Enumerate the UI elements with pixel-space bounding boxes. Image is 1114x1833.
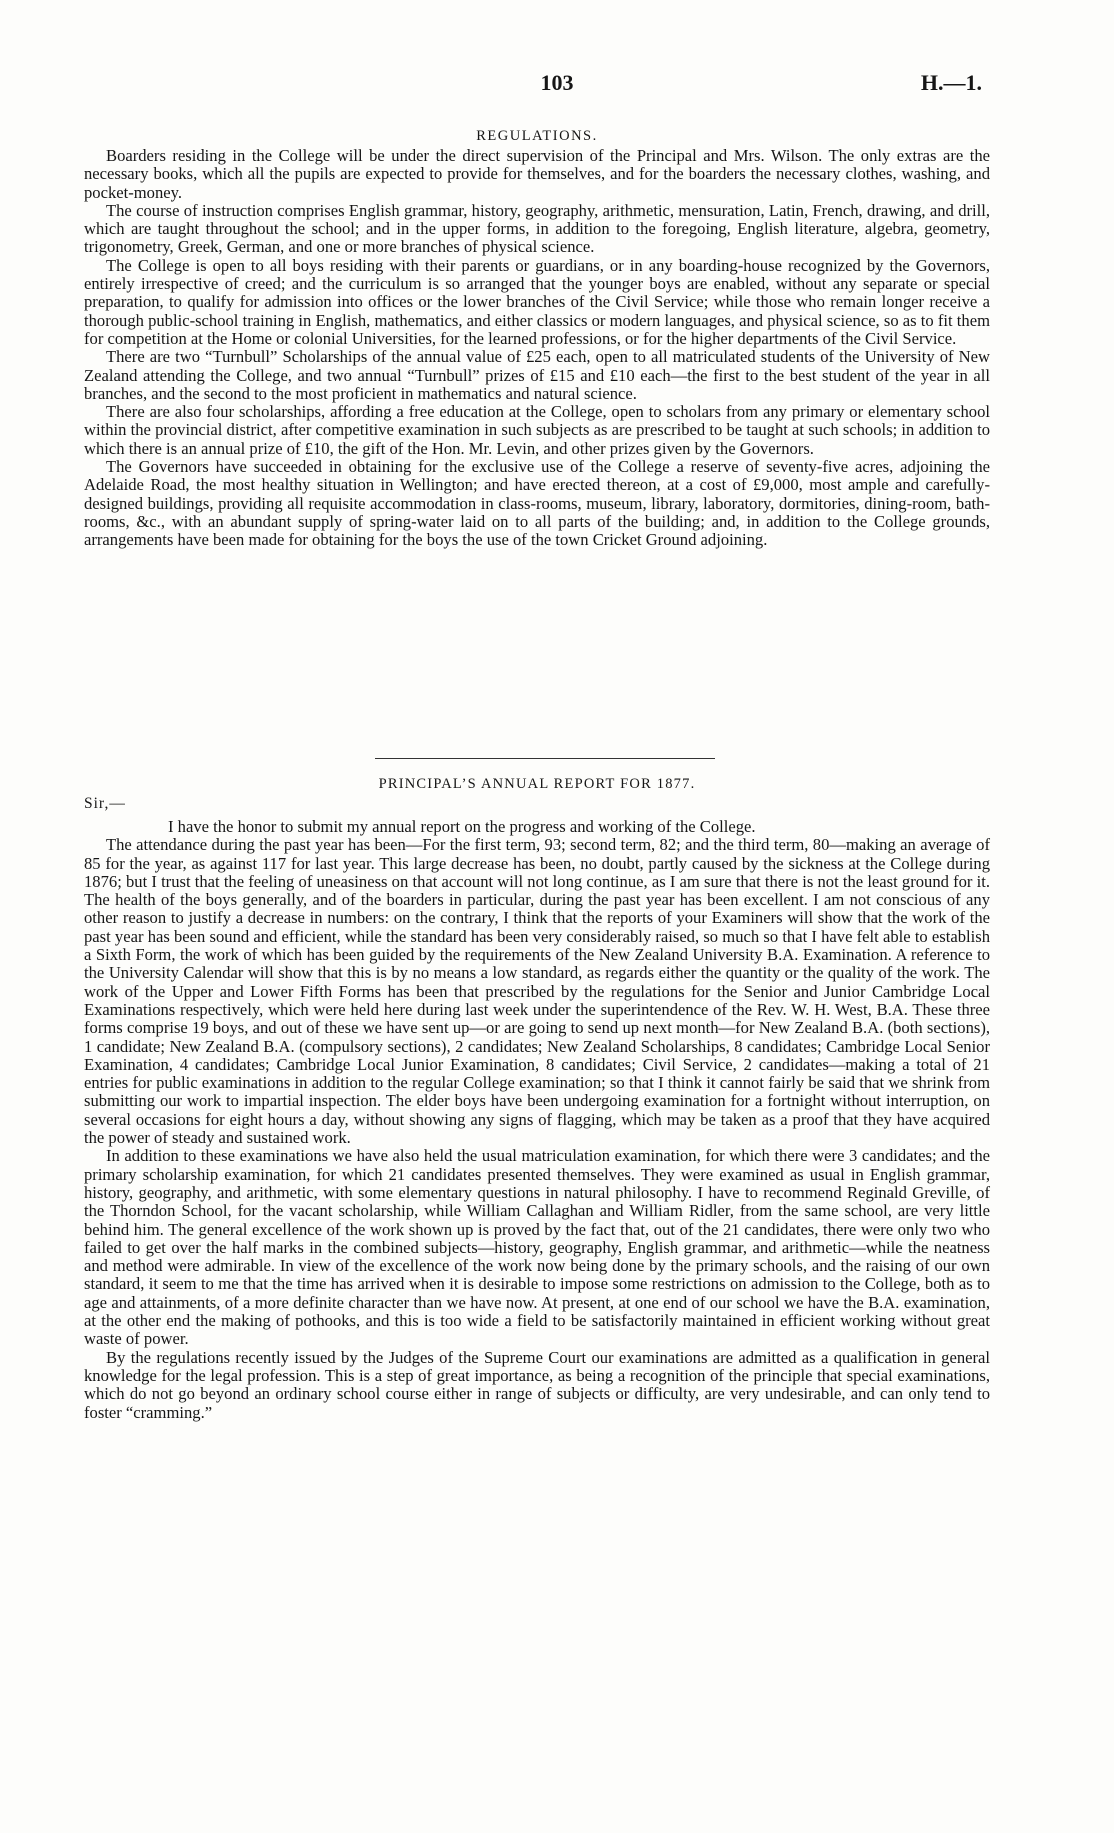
report-paragraph: In addition to these examinations we have also held the usual matriculation examination, for which there were 3 candidates; and the primary scholarship examination, for which 21 candidates presented themselves. They were examined as usual in English grammar, history, geography, and arithmetic, with some elementary questions in natural philosophy. I have to recommend Reginald Greville, of the Thorndon School, for the vacant scholarship, while William Callaghan and William Ridler, from the same school, are very little behind him. The general excellence of the work shown up is proved by the fact that, out of the 21 candidates, there were only two who failed to get over the half marks in the combined subjects—history, geography, English grammar, and arithmetic—while the neatness and method were admirable. In view of the excellence of the work now being done by the primary schools, and the raising of our own standard, it seem to me that the time has arrived when it is desirable to impose some restrictions on admission to the College, both as to age and attainments, of a more definite character than we have now. At present, at one end of our school we have the B.A. examination, at the other end the making of pothooks, and this is too wide a field to be satisfactorily maintained in efficient working without great waste of power. bbox=[84, 1146, 990, 1349]
salutation: Sir,— bbox=[84, 795, 126, 812]
page-header bbox=[0, 70, 1114, 100]
report-section bbox=[84, 818, 990, 1422]
regulations-section bbox=[84, 128, 990, 550]
regulations-paragraph: There are also four scholarships, affording a free education at the College, open to scholars from any primary or elementary school within the provincial district, after competitive examination in such subjects as are prescribed to be taught at such schools; in addition to which there is an annual prize of £10, the gift of the Hon. Mr. Levin, and other prizes given by the Governors. bbox=[84, 402, 990, 458]
regulations-paragraph: The course of instruction comprises English grammar, history, geography, arithmetic, mensuration, Latin, French, drawing, and drill, which are taught throughout the school; and in the upper forms, in addition to the foregoing, English literature, algebra, geometry, trigonometry, Greek, German, and one or more branches of physical science. bbox=[84, 200, 990, 257]
regulations-paragraph: Boarders residing in the College will be under the direct supervision of the Principal and Mrs. Wilson. The only extras are the necessary books, which all the pupils are expected to provide for themselves, and for the boarders the necessary clothes, washing, and pocket-money. bbox=[84, 146, 990, 202]
section-divider bbox=[375, 758, 715, 759]
document-reference: H.—1. bbox=[920, 70, 982, 95]
report-paragraph: I have the honor to submit my annual report on the progress and working of the College. bbox=[168, 817, 756, 836]
regulations-paragraph: The Governors have succeeded in obtaining for the exclusive use of the College a reserve of seventy-five acres, adjoining the Adelaide Road, the most healthy situation in Wellington; and have erected thereon, at a cost of £9,000, most ample and carefully-designed buildings, providing all requisite accommodation in class-rooms, museum, library, laboratory, dormitories, dining-room, bath-rooms, &c., with an abundant supply of spring-water laid on to all parts of the building; and, in addition to the College grounds, arrangements have been made for obtaining for the boys the use of the town Cricket Ground adjoining. bbox=[84, 457, 990, 550]
report-paragraph: By the regulations recently issued by the Judges of the Supreme Court our examinations are admitted as a qualification in general knowledge for the legal profession. This is a step of great importance, as being a recognition of the principle that special examinations, which do not go beyond an ordinary school course either in range of subjects or difficulty, are very undesirable, and can only tend to foster “cramming.” bbox=[84, 1347, 990, 1422]
report-paragraph: The attendance during the past year has been—For the first term, 93; second term, 82; and the third term, 80—making an average of 85 for the year, as against 117 for last year. This large decrease has been, no doubt, partly caused by the sickness at the College during 1876; but I trust that the feeling of uneasiness on that account will not long continue, as I am sure that there is not the least ground for it. The health of the boys generally, and of the boarders in particular, during the past year has been excellent. I am not conscious of any other reason to justify a decrease in numbers: on the contrary, I think that the reports of your Examiners will show that the work of the past year has been sound and efficient, while the standard has been very considerably raised, so much so that I have felt able to establish a Sixth Form, the work of which has been guided by the requirements of the New Zealand University B.A. Examination. A reference to the University Calendar will show that this is by no means a low standard, as regards either the quantity or the quality of the work. The work of the Upper and Lower Fifth Forms has been that prescribed by the regulations for the Senior and Junior Cambridge Local Examinations respectively, which were held here during last week under the superintendence of the Rev. W. H. West, B.A. These three forms comprise 19 boys, and out of these we have sent up—or are going to send up next month—for New Zealand B.A. (both sections), 1 candidate; New Zealand B.A. (compulsory sections), 2 candidates; New Zealand Scholarships, 8 candidates; Cambridge Local Senior Examination, 4 candidates; Cambridge Local Junior Examination, 8 candidates; Civil Service, 2 candidates—making a total of 21 entries for public examinations in addition to the regular College examination; so that I think it cannot fairly be said that we shrink from submitting our work to impartial inspection. The elder boys have been undergoing examination for a fortnight without interruption, on several occasions for eight hours a day, without showing any signs of flagging, which may be taken as a proof that they have acquired the power of steady and sustained work. bbox=[84, 835, 990, 1148]
regulations-paragraph: The College is open to all boys residing with their parents or guardians, or in any boarding-house recognized by the Governors, entirely irrespective of creed; and the curriculum is so arranged that the younger boys are enabled, without any separate or special preparation, to qualify for admission into offices or the lower branches of the Civil Service; while those who remain longer receive a thorough public-school training in English, mathematics, and either classics or modern languages, and physical science, so as to fit them for competition at the Home or colonial Universities, for the learned professions, or for the higher departments of the Civil Service. bbox=[84, 255, 990, 348]
page-number: 103 bbox=[540, 70, 574, 95]
regulations-title: REGULATIONS. bbox=[476, 128, 598, 144]
regulations-paragraph: There are two “Turnbull” Scholarships of the annual value of £25 each, open to all matriculated students of the University of New Zealand attending the College, and two annual “Turnbull” prizes of £15 and £10 each—the first to the best student of the year in all branches, and the second to the most proficient in mathematics and natural science. bbox=[84, 347, 990, 403]
report-title: PRINCIPAL’S ANNUAL REPORT FOR 1877. bbox=[378, 776, 696, 792]
